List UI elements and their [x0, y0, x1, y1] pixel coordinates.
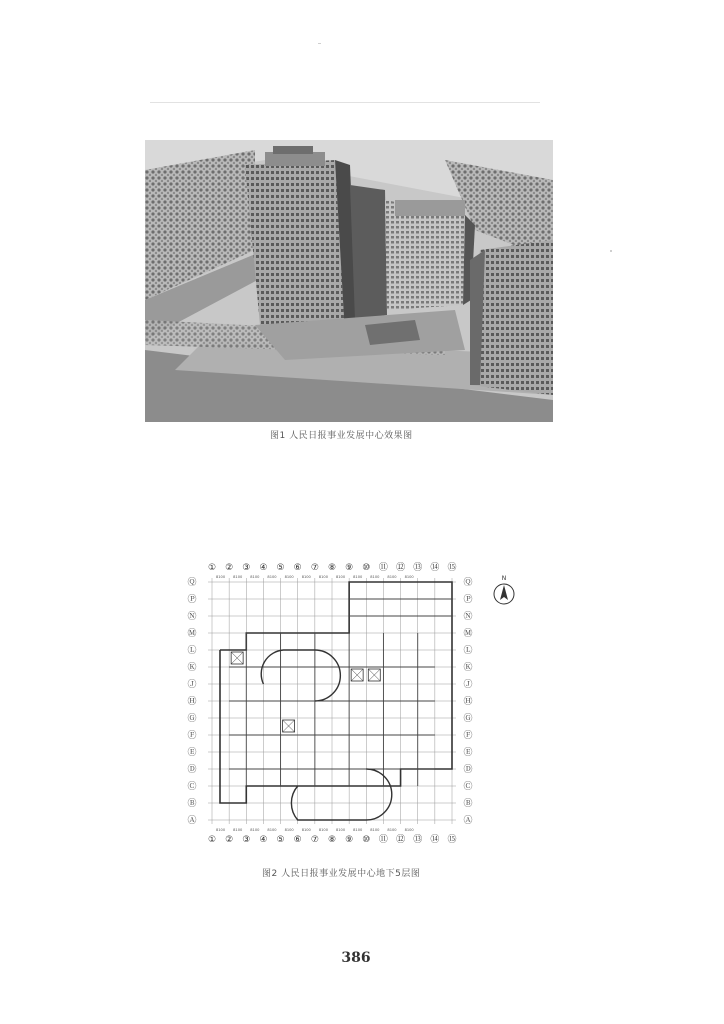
axis-label-left: Ⓐ	[187, 816, 197, 826]
dimension-label-top: 8100	[215, 575, 226, 579]
axis-label-bottom: ⑩	[362, 835, 371, 845]
axis-label-right: Ⓛ	[463, 646, 473, 656]
axis-label-top: ④	[259, 563, 268, 573]
dimension-label-bottom: 8100	[215, 828, 226, 832]
axis-label-bottom: ⑫	[396, 835, 406, 845]
dimension-label-top: 8100	[404, 575, 414, 579]
building-outline	[220, 582, 452, 803]
axis-label-right: Ⓓ	[463, 765, 473, 775]
axis-label-left: Ⓝ	[187, 612, 197, 622]
north-arrow-pointer	[500, 585, 508, 600]
dimension-label-bottom: 8100	[284, 828, 294, 832]
axis-label-right: Ⓗ	[463, 697, 473, 707]
axis-label-left: Ⓙ	[187, 680, 197, 690]
axis-label-right: Ⓑ	[463, 799, 473, 809]
dimension-label-bottom: 8100	[318, 828, 329, 832]
figure2-caption: 图2 人民日报事业发展中心地下5层图	[262, 869, 421, 879]
axis-label-bottom: ⑪	[378, 835, 388, 845]
dimension-label-top: 8100	[318, 575, 329, 579]
dimension-label-bottom: 8100	[250, 828, 260, 832]
dimension-label-top: 8100	[250, 575, 260, 579]
axis-label-bottom: ⑦	[310, 835, 319, 845]
axis-label-top: ③	[242, 563, 251, 573]
axis-label-top: ⑬	[413, 563, 423, 573]
axis-label-right: Ⓒ	[463, 782, 473, 792]
axis-label-top: ⑨	[345, 563, 354, 573]
building-rendering-image	[145, 140, 553, 422]
axis-label-right: Ⓠ	[463, 578, 473, 588]
axis-label-top: ⑩	[362, 563, 371, 573]
figure1-caption: 图1 人民日报事业发展中心效果图	[270, 431, 413, 441]
dimension-label-bottom: 8100	[353, 828, 363, 832]
axis-label-left: Ⓕ	[187, 731, 197, 741]
axis-label-right: Ⓙ	[463, 680, 473, 690]
axis-label-left: Ⓗ	[187, 697, 197, 707]
axis-label-right: Ⓟ	[463, 595, 473, 605]
dimension-label-bottom: 8100	[335, 828, 346, 832]
axis-label-bottom: ⑤	[276, 835, 285, 845]
floor-plan-svg	[182, 560, 522, 860]
axis-label-top: ②	[225, 563, 234, 573]
axis-label-right: Ⓚ	[463, 663, 473, 673]
axis-label-right: Ⓖ	[463, 714, 473, 724]
axis-label-top: ⑥	[293, 563, 302, 573]
scan-speck	[610, 250, 612, 252]
dimension-label-bottom: 8100	[301, 828, 311, 832]
dimension-label-bottom: 8100	[233, 828, 243, 832]
floor-plan-image	[182, 560, 522, 860]
axis-label-top: ⑫	[396, 563, 406, 573]
dimension-label-top: 8100	[353, 575, 363, 579]
axis-label-bottom: ④	[259, 835, 268, 845]
axis-label-bottom: ⑨	[345, 835, 354, 845]
dimension-label-bottom: 8100	[404, 828, 414, 832]
axis-label-top: ⑭	[430, 563, 440, 573]
axis-label-left: Ⓖ	[187, 714, 197, 724]
axis-label-top: ⑤	[276, 563, 285, 573]
axis-label-left: Ⓑ	[187, 799, 197, 809]
axis-label-left: Ⓠ	[187, 578, 197, 588]
axis-label-bottom: ⑧	[327, 835, 337, 845]
axis-label-bottom: ③	[242, 835, 251, 845]
axis-label-top: ⑪	[378, 563, 388, 573]
axis-label-left: Ⓟ	[187, 595, 197, 605]
dimension-label-bottom: 8100	[387, 828, 397, 832]
axis-label-left: Ⓚ	[187, 663, 197, 673]
dimension-label-top: 8100	[233, 575, 243, 579]
dimension-label-bottom: 8100	[370, 828, 380, 832]
axis-label-bottom: ①	[207, 835, 217, 845]
axis-label-right: Ⓜ	[463, 629, 473, 639]
axis-label-top: ⑮	[447, 563, 457, 573]
ramp-upper	[261, 650, 340, 701]
axis-label-left: Ⓒ	[187, 782, 197, 792]
dimension-label-top: 8100	[284, 575, 294, 579]
axis-label-left: Ⓓ	[187, 765, 197, 775]
axis-label-top: ⑧	[327, 563, 337, 573]
north-arrow-label: N	[501, 575, 507, 582]
axis-label-right: Ⓔ	[463, 748, 473, 758]
axis-label-right: Ⓕ	[463, 731, 473, 741]
building-rendering-svg	[145, 140, 553, 422]
dimension-label-top: 8100	[370, 575, 380, 579]
axis-label-bottom: ⑬	[413, 835, 423, 845]
dimension-label-top: 8100	[301, 575, 311, 579]
axis-label-left: Ⓛ	[187, 646, 197, 656]
axis-label-right: Ⓝ	[463, 612, 473, 622]
dimension-label-top: 8100	[267, 575, 277, 579]
axis-label-bottom: ②	[225, 835, 234, 845]
axis-label-top: ⑦	[310, 563, 319, 573]
axis-label-left: Ⓔ	[187, 748, 197, 758]
page-number: 386	[341, 950, 371, 966]
dimension-label-top: 8100	[335, 575, 346, 579]
axis-label-top: ①	[207, 563, 217, 573]
dimension-label-top: 8100	[387, 575, 397, 579]
axis-label-bottom: ⑭	[430, 835, 440, 845]
axis-label-left: Ⓜ	[187, 629, 197, 639]
dimension-label-bottom: 8100	[267, 828, 277, 832]
axis-label-bottom: ⑮	[447, 835, 457, 845]
ramp-lower	[291, 769, 391, 820]
scan-speck	[318, 43, 321, 44]
axis-label-right: Ⓐ	[463, 816, 473, 826]
scan-speck	[150, 102, 540, 103]
axis-label-bottom: ⑥	[293, 835, 302, 845]
